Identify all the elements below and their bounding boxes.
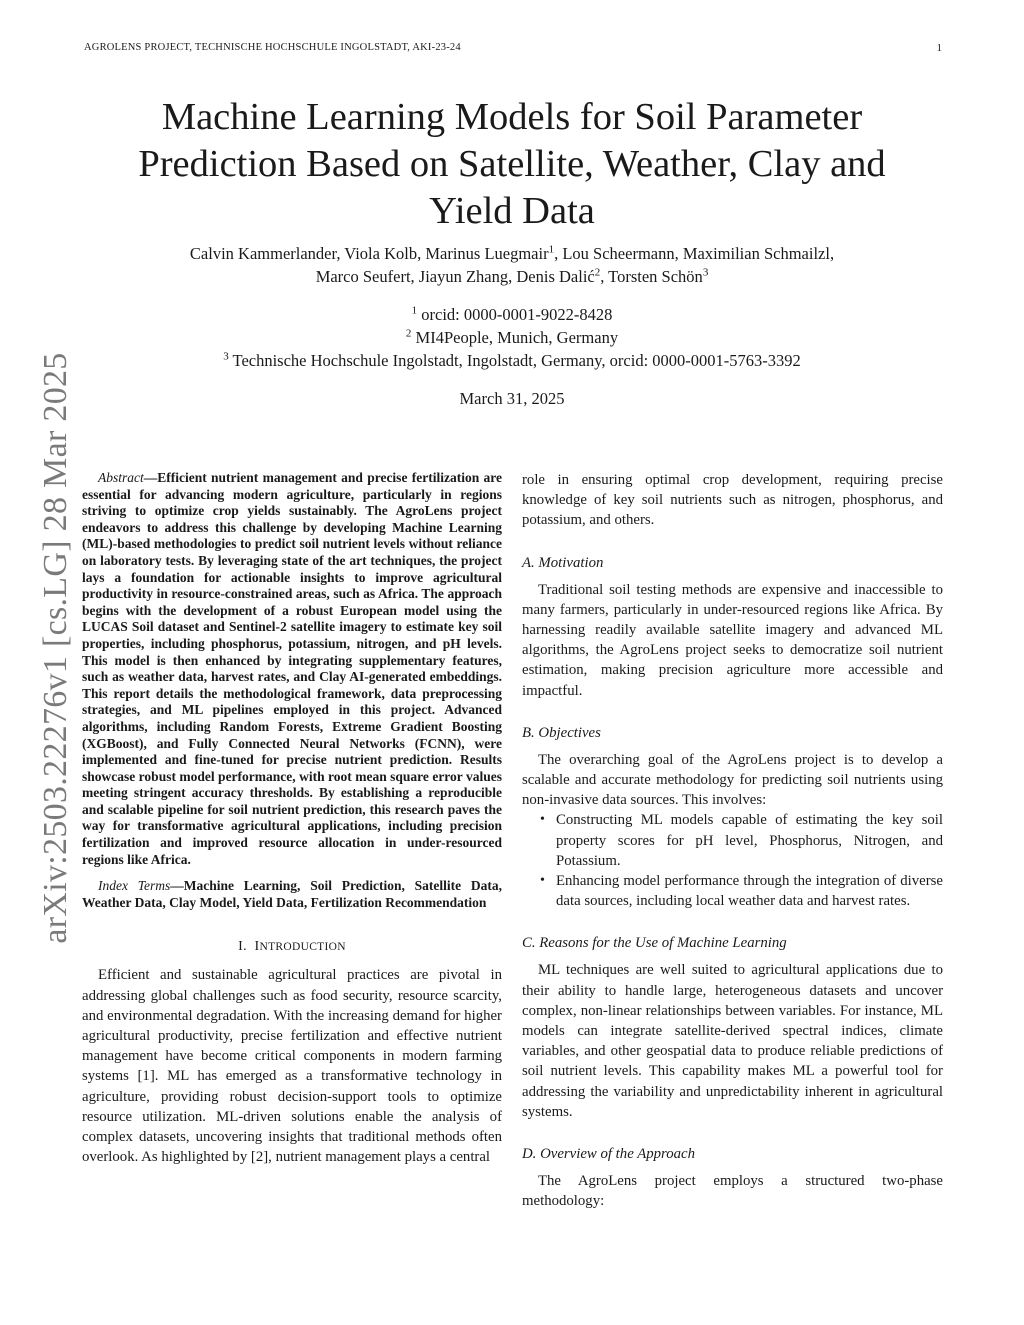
publication-date: March 31, 2025: [459, 389, 565, 408]
list-item: • Constructing ML models capable of estimating the key soil property scores for pH level, Phosphorus, Nitrogen, and Potassium.: [540, 812, 943, 869]
intro-paragraph: Efficient and sustainable agricultural practices are pivotal in addressing global challenges such as food security, resource scarcity, and environmental degradation. With the increasing demand for higher agricultural productivity, precise fertilization and effective nutrient management have become critical components in modern farming systems [1]. ML has emerged as a transformative technology in agriculture, providing robust decision-support tools to optimize resource utilization. ML-driven solutions enable the analysis of complex datasets, uncovering insights that traditional methods often overlook. As highlighted by [2], nutrient management plays a central: [82, 967, 502, 1166]
bullet-icon: •: [540, 812, 545, 828]
right-column: [522, 470, 943, 1211]
running-header: AGROLENS PROJECT, TECHNISCHE HOCHSCHULE INGOLSTADT, AKI-23-24: [84, 42, 461, 53]
objectives-paragraph: The overarching goal of the AgroLens project is to develop a scalable and accurate methodology for predicting soil nutrients using non-invasive data sources. This involves:: [522, 751, 943, 809]
intro-continuation: role in ensuring optimal crop development, requiring precise knowledge of key soil nutrients such as nitrogen, phosphorus, and potassium, and others.: [522, 472, 943, 529]
affiliations: [100, 303, 924, 372]
paper-title: Machine Learning Models for Soil Parameter Prediction Based on Satellite, Weather, Clay and Yield Data: [138, 96, 886, 232]
author-line-2: Marco Seufert, Jiayun Zhang, Denis Dalić$^2$, Torsten Schön$^3$: [315, 266, 709, 286]
subsection-heading-reasons: C. Reasons for the Use of Machine Learning: [522, 935, 787, 952]
objectives-list: [522, 810, 943, 911]
abstract-text: —Efficient nutrient management and precise fertilization are essential for advancing modern agriculture, particularly in regions striving to optimize crop yields sustainably. The AgroLens project endeavors to address this challenge by developing Machine Learning (ML)-based methodologies to predict soil nutrient levels without reliance on laboratory tests. By leveraging state of the art techniques, the project lays a foundation for actionable insights to improve agricultural productivity in resource-constrained areas, such as Africa. The approach begins with the development of a robust European model using the LUCAS Soil dataset and Sentinel-2 satellite imagery to estimate key soil properties, including phosphorus, potassium, nitrogen, and pH levels. This model is then enhanced by integrating supplementary features, such as weather data, harvest rates, and Clay AI-generated embeddings. This report details the methodological framework, data preprocessing strategies, and ML pipelines employed in this project. Advanced algorithms, including Random Forests, Extreme Gradient Boosting (XGBoost), and Fully Connected Neural Networks (FCNN), were implemented and fine-tuned for precise nutrient prediction. Results showcase robust model performance, with root mean square error values meeting stringent accuracy thresholds. By establishing a reproducible and scalable pipeline for soil nutrient prediction, this research paves the way for transformative agricultural applications, including precision fertilization and improved resource allocation in under-resourced regions like Africa.: [82, 470, 502, 867]
subsection-heading-objectives: B. Objectives: [522, 724, 601, 741]
subsection-heading-approach: D. Overview of the Approach: [522, 1146, 696, 1163]
subsection-heading-motivation: A. Motivation: [522, 554, 604, 571]
bullet-icon: •: [540, 873, 545, 889]
index-terms: [82, 878, 502, 911]
motivation-paragraph: Traditional soil testing methods are expensive and inaccessible to many farmers, particularly in under-resourced regions like Africa. By harnessing readily available satellite imagery and advanced ML algorithms, the AgroLens project seeks to democratize soil nutrient estimation, making precision agriculture more accessible and impactful.: [522, 581, 943, 699]
arxiv-stamp[interactable]: arXiv:2503.22276v1 [cs.LG] 28 Mar 2025: [37, 352, 74, 944]
page-number: 1: [936, 42, 942, 54]
index-terms-text: —Machine Learning, Soil Prediction, Satellite Data, Weather Data, Clay Model, Yield Data, Fertilization Recommendation: [82, 878, 503, 910]
abstract-label: Abstract: [98, 470, 144, 485]
approach-paragraph: The AgroLens project employs a structured two-phase methodology:: [522, 1173, 943, 1210]
author-line-1: Calvin Kammerlander, Viola Kolb, Marinus Luegmair$^1$, Lou Scheermann, Maximilian Schmailzl,: [189, 243, 835, 263]
affiliation: $^2$ MI4People, Munich, Germany: [405, 327, 619, 347]
reasons-paragraph: ML techniques are well suited to agricultural applications due to their ability to handle large, heterogeneous datasets and uncover complex, non-linear relationships between variables. For instance, ML models can integrate satellite-derived spectral indices, climate variables, and other geospatial data to produce reliable predictions of soil nutrient levels. This capability makes ML a powerful tool for addressing the variability and unpredictability inherent in agricultural systems.: [522, 962, 943, 1120]
list-item: • Enhancing model performance through the integration of diverse data sources, including local weather data and harvest rates.: [540, 873, 943, 910]
section-heading-introduction: I. INTRODUCTION: [238, 939, 346, 955]
index-terms-label: Index Terms: [98, 878, 171, 894]
affiliation: $^3$ Technische Hochschule Ingolstadt, Ingolstadt, Germany, orcid: 0000-0001-5763-3392: [223, 350, 801, 370]
left-column: [82, 470, 502, 1167]
abstract: [82, 470, 502, 868]
author-list: [100, 242, 924, 288]
affiliation: $^1$ orcid: 0000-0001-9022-8428: [411, 304, 613, 324]
